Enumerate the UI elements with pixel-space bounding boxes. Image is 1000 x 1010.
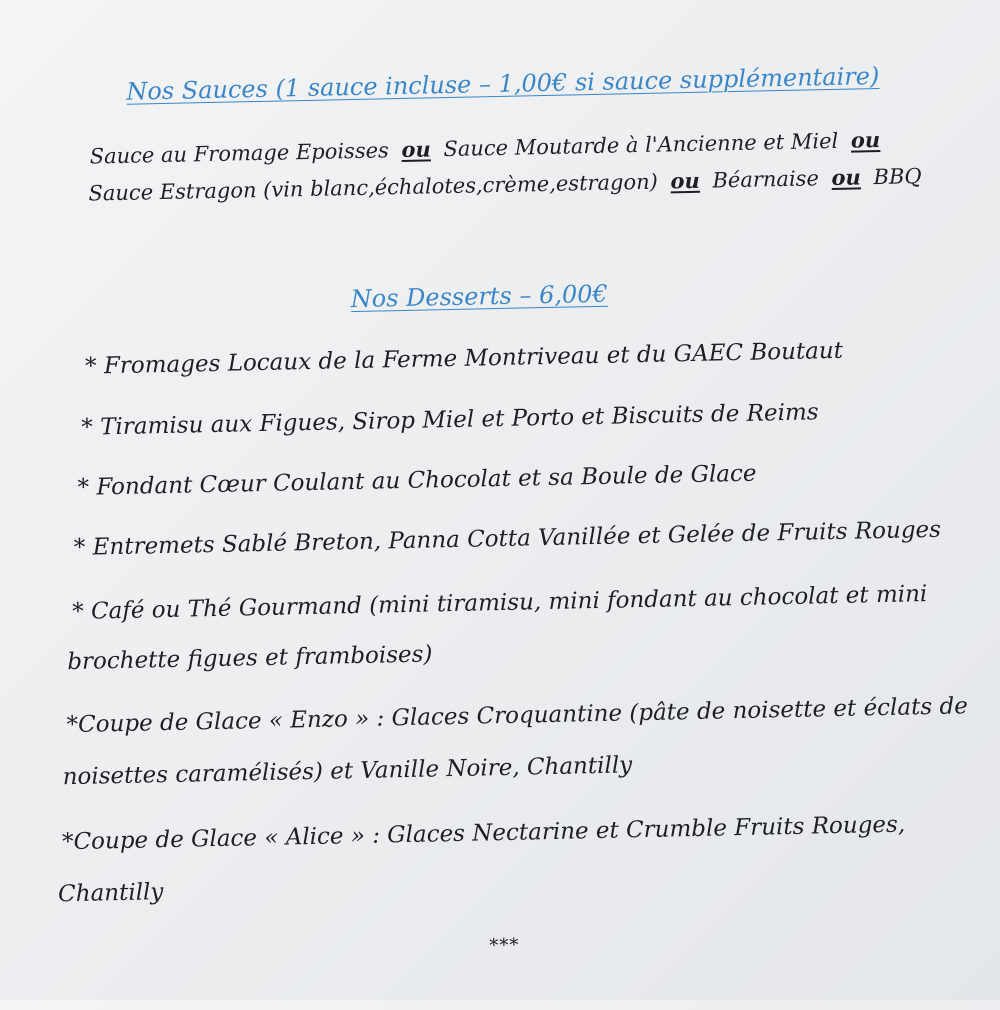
separator-stars: *** — [489, 934, 520, 957]
sauce-bbq: BBQ — [873, 164, 922, 190]
dessert-item: * Café ou Thé Gourmand (mini tiramisu, mini fondant au chocolat et mini — [71, 581, 928, 625]
dessert-item: * Entremets Sablé Breton, Panna Cotta Vanillée et Gelée de Fruits Rouges — [73, 516, 942, 561]
sauce-epoisses: Sauce au Fromage Epoisses — [89, 138, 390, 169]
sauces-line-2 — [88, 163, 922, 205]
dessert-item-continued: noisettes caramélisés) et Vanille Noire, Chantilly — [62, 752, 633, 791]
dessert-item: * Fondant Cœur Coulant au Chocolat et sa Boule de Glace — [77, 460, 757, 501]
or-word: ou — [401, 136, 432, 162]
or-word: ou — [670, 167, 701, 194]
or-word: ou — [831, 164, 862, 190]
sauce-estragon: Sauce Estragon (vin blanc,échalotes,crème,estragon) — [88, 169, 659, 206]
or-word: ou — [850, 126, 881, 153]
dessert-item: * Fromages Locaux de la Ferme Montriveau et du GAEC Boutaut — [84, 337, 844, 380]
sauce-moutarde: Sauce Moutarde à l'Ancienne et Miel — [443, 128, 839, 162]
sauces-line-1 — [89, 127, 886, 169]
sauce-bearnaise: Béarnaise — [712, 166, 820, 193]
sauces-heading: Nos Sauces (1 sauce incluse – 1,00€ si sauce supplémentaire) — [126, 61, 880, 106]
dessert-item-continued: brochette figues et framboises) — [67, 641, 433, 676]
dessert-item: *Coupe de Glace « Enzo » : Glaces Croquantine (pâte de noisette et éclats de — [66, 693, 969, 739]
dessert-item: * Tiramisu aux Figues, Sirop Miel et Porto et Biscuits de Reims — [81, 399, 819, 441]
dessert-item-continued: Chantilly — [57, 879, 164, 908]
dessert-item: *Coupe de Glace « Alice » : Glaces Nectarine et Crumble Fruits Rouges, — [61, 811, 906, 856]
desserts-heading: Nos Desserts – 6,00€ — [350, 279, 609, 314]
